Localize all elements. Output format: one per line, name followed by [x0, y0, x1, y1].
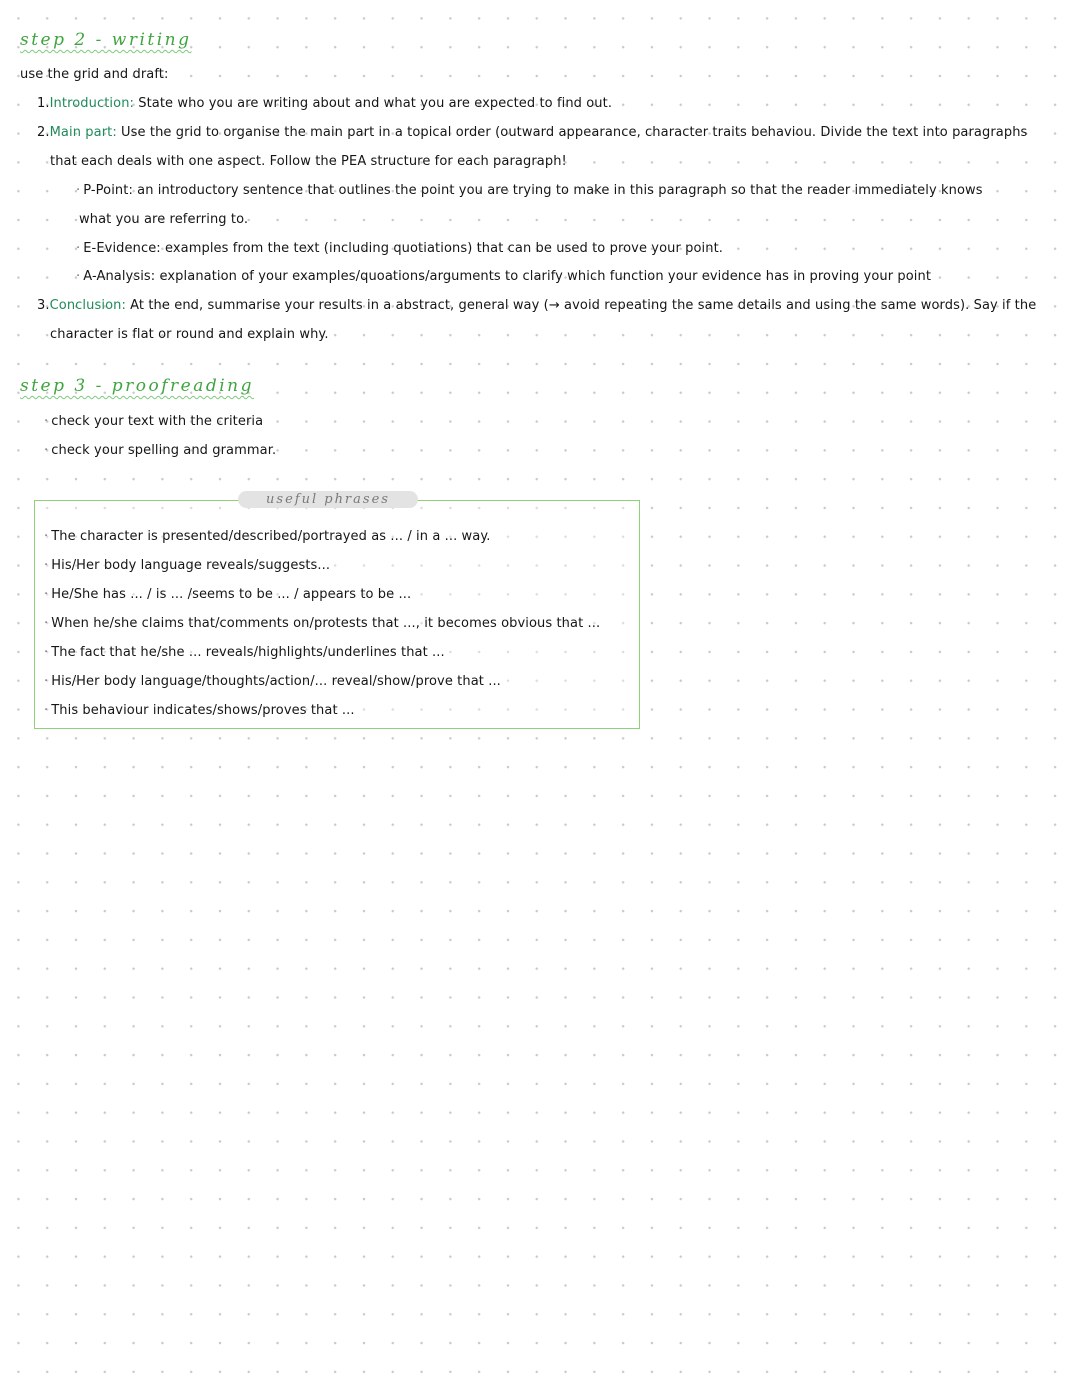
bullet-dot: ·	[44, 645, 49, 660]
step2-intro: use the grid and draft:	[20, 67, 169, 82]
conclusion-label: Conclusion:	[49, 298, 126, 313]
bullet-dot: ·	[44, 443, 49, 458]
item-number: 3.	[37, 298, 50, 313]
phrase-text: He/She has ... / is ... /seems to be ... / appears to be ...	[51, 587, 412, 602]
phrase-text: The fact that he/she ... reveals/highlights/underlines that ...	[51, 645, 445, 660]
step3-heading: step 3 - proofreading	[20, 376, 255, 396]
bullet-dot: ·	[44, 529, 49, 544]
conclusion-text-continued: character is flat or round and explain why.	[50, 327, 329, 342]
main-part-label: Main part:	[49, 125, 117, 140]
phrase-text: When he/she claims that/comments on/protests that ..., it becomes obvious that ...	[51, 616, 601, 631]
item-number: 1.	[37, 96, 50, 111]
pea-point	[76, 182, 983, 200]
item-main-part	[37, 124, 1027, 142]
bullet-dot: ·	[76, 183, 81, 198]
bullet-dot: ·	[44, 414, 49, 429]
phrase-item	[44, 702, 355, 720]
pea-evidence	[76, 240, 723, 258]
phrase-item	[44, 528, 491, 546]
introduction-label: Introduction:	[49, 96, 135, 111]
phrase-item	[44, 586, 411, 604]
phrase-item	[44, 557, 330, 575]
introduction-text: State who you are writing about and what you are expected to find out.	[134, 96, 613, 111]
bullet-dot: ·	[44, 703, 49, 718]
phrase-text: This behaviour indicates/shows/proves that ...	[51, 703, 355, 718]
pea-analysis	[76, 268, 931, 286]
phrase-text: The character is presented/described/portrayed as ... / in a ... way.	[51, 529, 491, 544]
pea-point-continued: what you are referring to.	[79, 212, 249, 227]
bullet-dot: ·	[76, 269, 81, 284]
proofreading-item-text: check your text with the criteria	[51, 414, 264, 429]
pea-evidence-text: E-Evidence: examples from the text (including quotiations) that can be used to prove your point.	[83, 241, 724, 256]
phrase-text: His/Her body language reveals/suggests...	[51, 558, 331, 573]
bullet-dot: ·	[44, 558, 49, 573]
bullet-dot: ·	[44, 674, 49, 689]
phrase-item	[44, 644, 445, 662]
pea-analysis-text: A-Analysis: explanation of your examples/quoations/arguments to clarify which function your evidence has in proving your point	[83, 269, 932, 284]
phrase-item	[44, 615, 600, 633]
item-number: 2.	[37, 125, 50, 140]
main-part-text-continued: that each deals with one aspect. Follow the PEA structure for each paragraph!	[50, 154, 567, 169]
proofreading-item	[44, 413, 263, 431]
bullet-dot: ·	[76, 241, 81, 256]
pea-point-text: P-Point: an introductory sentence that outlines the point you are trying to make in this paragraph so that the reader immediately knows	[83, 183, 983, 198]
bullet-dot: ·	[44, 616, 49, 631]
proofreading-item	[44, 442, 276, 460]
main-part-text: Use the grid to organise the main part in a topical order (outward appearance, character traits behaviou. Divide the text into paragraphs	[116, 125, 1028, 140]
step2-heading: step 2 - writing	[20, 30, 192, 50]
conclusion-text: At the end, summarise your results in a abstract, general way (→ avoid repeating the same details and using the same words). Say if the	[125, 298, 1037, 313]
item-conclusion	[37, 297, 1036, 315]
useful-phrases-title: useful phrases	[238, 491, 418, 508]
bullet-dot: ·	[44, 587, 49, 602]
proofreading-item-text: check your spelling and grammar.	[51, 443, 277, 458]
item-introduction	[37, 95, 612, 113]
phrase-item	[44, 673, 501, 691]
phrase-text: His/Her body language/thoughts/action/... reveal/show/prove that ...	[51, 674, 501, 689]
